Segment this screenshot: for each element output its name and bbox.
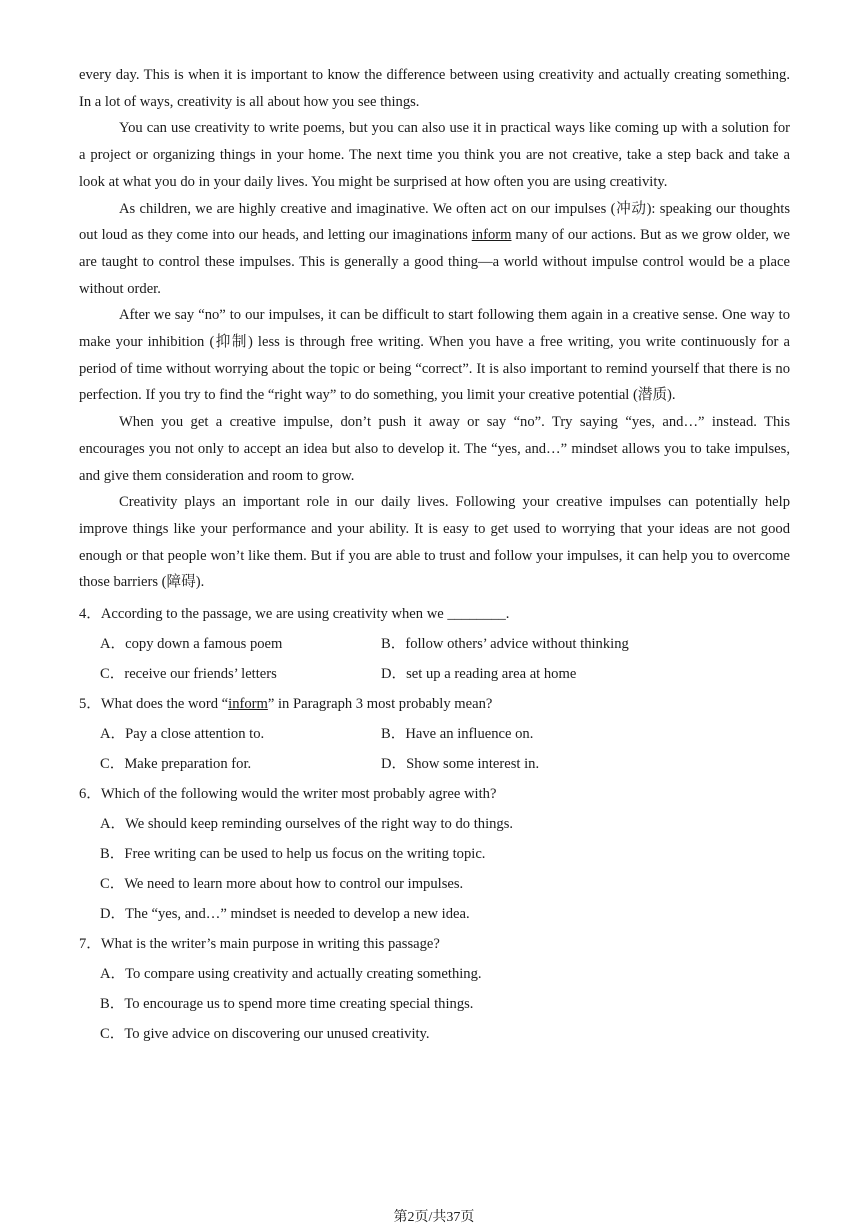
question-stem (79, 929, 790, 959)
underlined-word: inform (228, 696, 268, 713)
text-run: ” in Paragraph 3 most probably mean? (267, 696, 493, 713)
paragraph (79, 409, 790, 489)
option-row (79, 749, 790, 779)
text-run: As children, we are highly creative and imaginative. We often act on our impulses (冲动): speaking our thoughts out loud as they come into our heads, and letting our imaginations (79, 200, 790, 244)
answer-option: C．We need to learn more about how to control our impulses. (100, 876, 464, 893)
paragraph (79, 489, 790, 596)
underlined-word: inform (471, 227, 512, 244)
text-run: every day. This is when it is important to know the difference between using creativity and actually creating something. In a lot of ways, creativity is all about how you see things. (79, 67, 790, 110)
question-q5 (79, 689, 790, 779)
text-run: many of our actions. But as we grow older, we are taught to control these impulses. This is generally a good thing—a world without impulse control would be a place without order. (79, 227, 791, 297)
text-run: 5．What does the word “ (79, 696, 229, 713)
paragraph (79, 115, 790, 195)
text-run: After we say “no” to our impulses, it can be difficult to start following them again in a creative sense. One way to make your inhibition (抑制) less is through free writing. When you have a free writing, you write continuously for a period of time without worrying about the topic or being “correct”. It is also important to remind yourself that there is no perfection. If you try to find the “right way” to do something, you limit your creative potential (潜质). (79, 307, 790, 404)
answer-option: D．set up a reading area at home (381, 666, 577, 683)
page-footer: 第2页/共37页 (393, 1210, 475, 1225)
answer-option: B．Have an influence on. (381, 726, 534, 743)
answer-option: C．Make preparation for. (100, 756, 252, 773)
answer-option: D．Show some interest in. (381, 756, 540, 773)
answer-option: A．Pay a close attention to. (100, 726, 265, 743)
answer-option: B．To encourage us to spend more time creating special things. (100, 996, 474, 1013)
paragraph (79, 62, 790, 115)
question-stem (79, 689, 790, 719)
option-row (79, 659, 790, 689)
answer-option: C．receive our friends’ letters (100, 666, 277, 683)
answer-option: A．copy down a famous poem (100, 636, 283, 653)
text-run: 6．Which of the following would the writer most probably agree with? (79, 786, 497, 803)
answer-option: B．Free writing can be used to help us focus on the writing topic. (100, 846, 486, 863)
paragraph (79, 302, 790, 409)
question-q4 (79, 599, 790, 689)
question-q7 (79, 929, 790, 1049)
text-run: 7．What is the writer’s main purpose in writing this passage? (79, 936, 440, 953)
answer-option: B．follow others’ advice without thinking (381, 636, 629, 653)
option-row (79, 719, 790, 749)
question-q6 (79, 779, 790, 929)
text-run: Creativity plays an important role in our daily lives. Following your creative impulses can potentially help improve things like your performance and your ability. It is easy to get used to worrying that your ideas are not good enough or that people won’t like them. But if you are able to trust and follow your impulses, it can help you to overcome those barriers (障碍). (79, 494, 790, 591)
answer-option: C．To give advice on discovering our unused creativity. (100, 1026, 430, 1043)
answer-option: D．The “yes, and…” mindset is needed to develop a new idea. (100, 906, 470, 923)
question-stem (79, 779, 790, 809)
document-page (79, 62, 790, 1049)
question-list (79, 599, 790, 1049)
reading-passage (79, 62, 790, 596)
text-run: You can use creativity to write poems, but you can also use it in practical ways like coming up with a solution for a project or organizing things in your home. The next time you think you are not creative, take a step back and take a look at what you do in your daily lives. You might be surprised at how often you are using creativity. (79, 120, 790, 190)
option-row (79, 629, 790, 659)
text-run: 4．According to the passage, we are using creativity when we ________. (79, 606, 510, 623)
paragraph (79, 196, 790, 303)
answer-option: A．To compare using creativity and actually creating something. (100, 966, 482, 983)
answer-option: A．We should keep reminding ourselves of the right way to do things. (100, 816, 514, 833)
question-stem (79, 599, 790, 629)
text-run: When you get a creative impulse, don’t push it away or say “no”. Try saying “yes, and…” instead. This encourages you not only to accept an idea but also to develop it. The “yes, and…” mindset allows you to take impulses, and give them consideration and room to grow. (79, 414, 790, 484)
